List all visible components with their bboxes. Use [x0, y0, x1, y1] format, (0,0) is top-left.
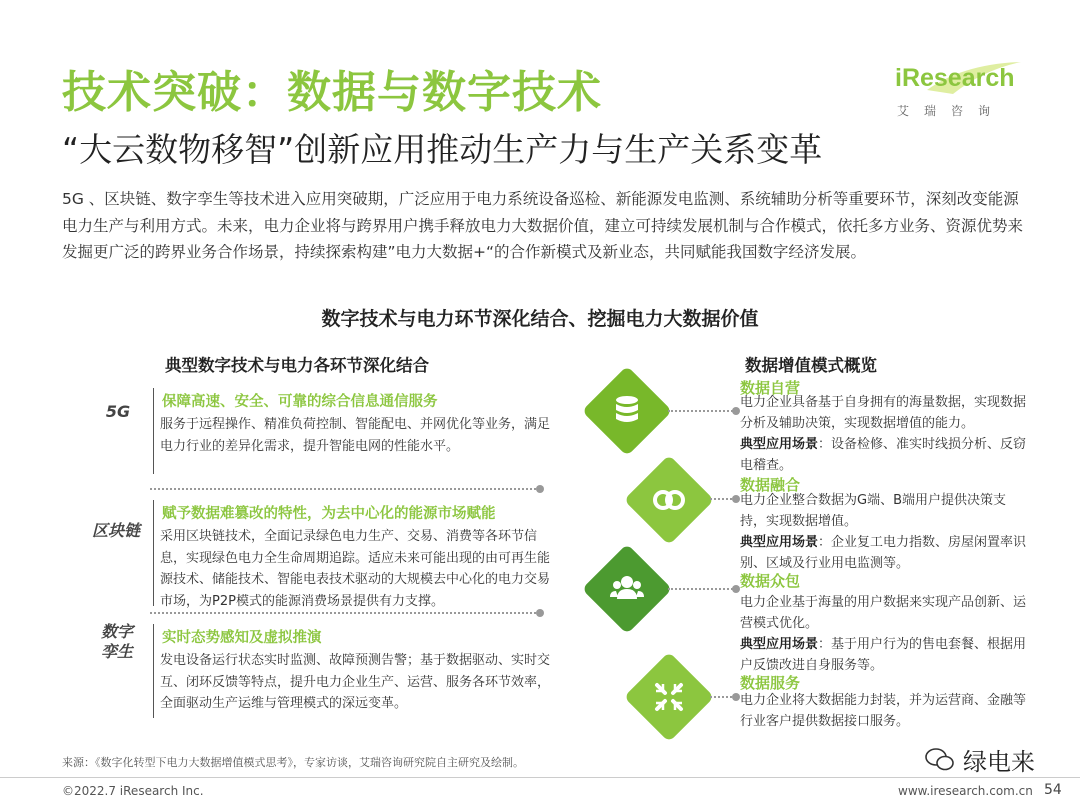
mode-desc-crowdsource	[740, 592, 1030, 676]
page-subtitle: “大云数物移智”创新应用推动生产力与生产关系变革	[62, 130, 823, 169]
separator-line	[150, 488, 540, 490]
mode-desc-service: 电力企业将大数据能力封装，并为运营商、金融等行业客户提供数据接口服务。	[740, 693, 1027, 729]
tech-title-digital-twin: 实时态势感知及虚拟推演	[162, 630, 322, 646]
mode-text: 电力企业具备基于自身拥有的海量数据，实现数据分析及辅助决策，实现数据增值的能力。	[740, 395, 1027, 431]
watermark-text: 绿电来	[963, 748, 1035, 776]
iresearch-logo	[895, 58, 1025, 120]
tech-desc-5g: 服务于远程操作、精准负荷控制、智能配电、并网优化等业务，满足电力行业的差异化需求，提升智能电网的性能水平。	[160, 417, 551, 454]
left-column-heading: 典型数字技术与电力各环节深化结合	[165, 356, 429, 375]
mode-text: 电力企业整合数据为G端、B端用户提供决策支持，实现数据增值。	[740, 493, 1006, 529]
intro-paragraph: 5G 、区块链、数字孪生等技术进入应用突破期，广泛应用于电力系统设备巡检、新能源发电监测、系统辅助分析等重要环节，深刻改变能源电力生产与利用方式。未来，电力企业将与跨界用户携手释放电力大数据价值，建立可持续发展机制与合作模式，依托多方业务、资源优势来发掘更广泛的跨界业务合作场景，持续探索构建”电力大数据+“的合作新模式及新业态，共同赋能我国数字经济发展。	[62, 190, 1024, 261]
right-column-heading: 数据增值模式概览	[745, 356, 877, 375]
mode-text: 电力企业基于海量的用户数据来实现产品创新、运营模式优化。	[740, 595, 1027, 631]
tech-label-line-2: 孪生	[100, 642, 133, 661]
case-text: ：设备检修、准实时线损分析、反窃电稽查。	[740, 437, 1027, 473]
case-label: 典型应用场景	[740, 637, 819, 652]
website-link[interactable]: www.iresearch.com.cn	[898, 784, 1033, 798]
tech-title-5g: 保障高速、安全、可靠的综合信息通信服务	[162, 394, 438, 410]
tech-desc-blockchain: 采用区块链技术，全面记录绿色电力生产、交易、消费等各环节信息，实现绿色电力全生命周期追踪。适应未来可能出现的由可再生能源技术、储能技术、智能电表技术驱动的大规模去中心化的电力交易市场，为P2P模式的能源消费场景提供有力支撑。	[160, 529, 551, 609]
mode-title-self: 数据自营	[740, 379, 801, 397]
footer-divider	[0, 777, 1080, 778]
connector-line	[668, 410, 736, 412]
case-label: 典型应用场景	[740, 535, 819, 550]
tech-divider-digital-twin	[153, 624, 154, 718]
tech-divider-blockchain	[153, 500, 154, 606]
tech-divider-5g	[153, 388, 154, 474]
tech-label-5g: 5G	[105, 402, 131, 421]
rings-icon	[641, 472, 697, 528]
section-title: 数字技术与电力环节深化结合、挖掘电力大数据价值	[321, 308, 759, 330]
mode-title-fusion: 数据融合	[740, 476, 801, 494]
connector-line	[710, 696, 736, 698]
case-label: 典型应用场景	[740, 437, 819, 452]
case-text: ：企业复工电力指数、房屋闲置率识别、区域及行业用电监测等。	[740, 535, 1027, 571]
mode-title-crowdsource: 数据众包	[740, 572, 801, 590]
service-icon	[641, 669, 697, 725]
wechat-icon	[925, 747, 955, 773]
mode-desc-fusion	[740, 490, 1030, 574]
tech-desc-digital-twin: 发电设备运行状态实时监测、故障预测告警；基于数据驱动、实时交互、闭环反馈等特点，提升电力企业生产、运营、服务各环节效率，全面驱动生产运维与管理模式的深远变革。	[160, 653, 551, 711]
mode-title-service: 数据服务	[740, 674, 801, 692]
source-note: 来源：《数字化转型下电力大数据增值模式思考》，专家访谈，艾瑞咨询研究院自主研究及绘制。	[62, 756, 524, 769]
tech-label-line-1: 数字	[100, 622, 133, 641]
page-title: 技术突破：数据与数字技术	[62, 67, 602, 118]
tech-label-blockchain: 区块链	[91, 521, 140, 540]
database-icon	[599, 383, 655, 439]
connector-line	[710, 498, 736, 500]
copyright: ©2022.7 iResearch Inc.	[62, 784, 204, 798]
tech-title-blockchain: 赋予数据难篡改的特性，为去中心化的能源市场赋能	[162, 506, 496, 522]
users-icon	[599, 561, 655, 617]
tech-label-digital-twin	[92, 622, 142, 662]
separator-line	[150, 612, 540, 614]
logo-chinese: 艾瑞咨询	[897, 104, 1006, 118]
case-text: ：基于用户行为的售电套餐、根据用户反馈改进自身服务等。	[740, 637, 1027, 673]
mode-desc-self	[740, 392, 1030, 476]
watermark	[925, 742, 1035, 777]
page-number: 54	[1044, 782, 1062, 798]
connector-line	[668, 588, 736, 590]
logo-wordmark: iResearch	[895, 64, 1015, 92]
